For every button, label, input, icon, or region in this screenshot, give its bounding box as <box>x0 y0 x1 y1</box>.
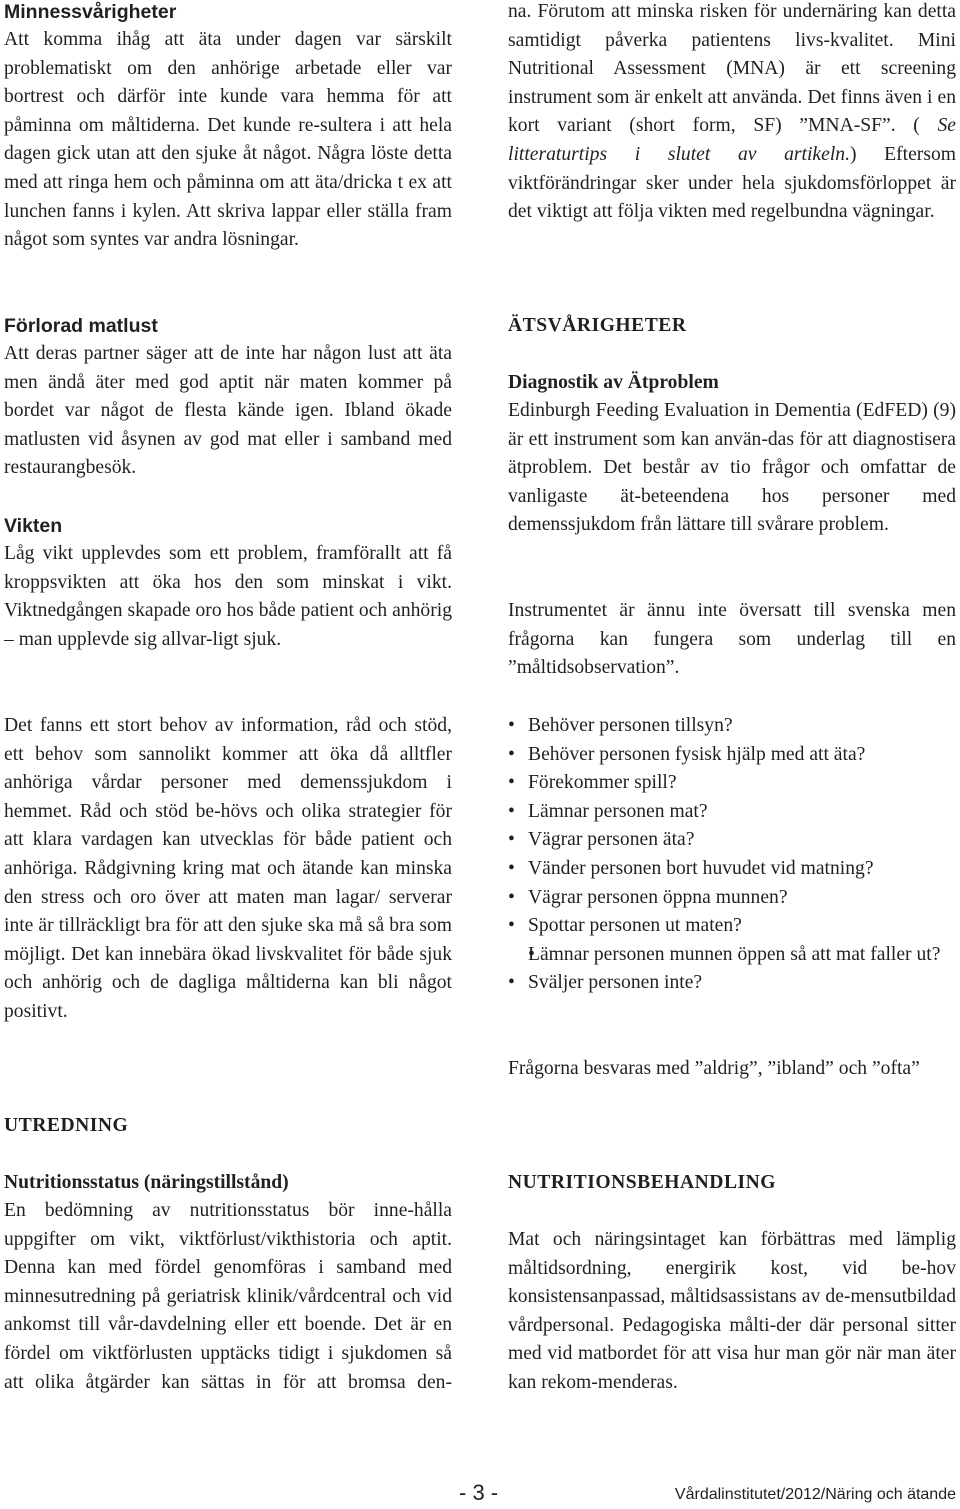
list-item: • Behöver personen fysisk hjälp med att äta? <box>508 741 956 770</box>
paragraph-minnessvarigheter: Att komma ihåg att äta under dagen var särskilt problematiskt om den anhörige arbetade eller var bortrest och därför inte kunde vara hemma för att påminna om måltiderna. Det kunde re-sultera i att hela dagen gick utan att den sjuke åt något. Några löste detta med att ringa hem och påminna om att äta/dricka t ex att lunchen fanns i kylen. Att skriva lappar eller ställa fram något som syntes var andra lösningar. <box>4 29 452 251</box>
paragraph-answers: Frågorna besvaras med ”aldrig”, ”ibland” och ”ofta” <box>508 1058 920 1079</box>
mna-text-a: na. Förutom att minska risken för undernäring kan detta samtidigt påverka patientens livs-kvalitet. Mini Nutritional Assessment (MNA) är ett screening instrument som är enkelt att använda. Det finns även i en kort variant (short form, SF) ”MNA-SF”. ( <box>508 1 956 137</box>
list-item: • Sväljer personen inte? <box>508 969 956 998</box>
heading-forlorad-matlust: Förlorad matlust <box>4 315 158 337</box>
heading-minnessvarigheter: Minnessvårigheter <box>4 1 177 23</box>
list-item: • Vänder personen bort huvudet vid matning? <box>508 855 956 884</box>
heading-vikten: Vikten <box>4 515 63 537</box>
list-item: • Förekommer spill? <box>508 769 956 798</box>
paragraph-nutritionsstatus: En bedömning av nutritionsstatus bör inne-hålla uppgifter om vikt, viktförlust/vikthistoria och aptit. Denna kan med fördel genomföras i samband med minnesutredning på geriatrisk klinik/vårdcentral och vid ankomst till vår-davdelning eller ett boende. Det är en fördel om viktförlusten upptäcks tidigt i sjukdomen så att olika åtgärder kan sättas in för att bromsa den- <box>4 1200 452 1393</box>
paragraph-mna <box>508 0 956 227</box>
paragraph-information-behov: Det fanns ett stort behov av information, råd och stöd, ett behov som sannolikt kommer att öka då alltfler anhöriga vårdar personer med demenssjukdom i hemmet. Råd och stöd be-hövs och olika strategier för att klara vardagen kan utvecklas för både patient och anhöriga. Rådgivning kring mat och ätande kan minska den stress och oro över att maten man lagar/ serverar inte är tillräckligt bra för att den sjuke ska må så bra som möjligt. Det kan innebära ökad livskvalitet för både sjuk och anhörig och de dagliga måltiderna kan bli något positivt. <box>4 715 452 1022</box>
paragraph-vikten: Låg vikt upplevdes som ett problem, framförallt att få kroppsvikten att öka hos den som minskat i vikt. Viktnedgången skapade oro hos både patient och anhörig – man upplevde sig allvar-ligt sjuk. <box>4 543 452 650</box>
paragraph-forlorad-matlust: Att deras partner säger att de inte har någon lust att äta men ändå äter med god aptit när maten kommer på bordet var något de flesta kände igen. Ibland ökade matlusten vid åsynen av god mat eller i samband med restaurangbesök. <box>4 343 452 479</box>
list-item: • Lämnar personen mat? <box>508 798 956 827</box>
paragraph-nutritionsbehandling: Mat och näringsintaget kan förbättras med lämplig måltidsordning, energirik kost, vid be-hov konsistensanpassad, måltidsassistans av de-mensutbildad vårdpersonal. Pedagogiska målti-der där personal sitter med vid matbordet för att visa hur man gör när man äter kan rekom-menderas. <box>508 1229 956 1393</box>
heading-utredning: UTREDNING <box>4 1115 129 1136</box>
list-item: • Behöver personen tillsyn? <box>508 712 956 741</box>
paragraph-edfed: Edinburgh Feeding Evaluation in Dementia (EdFED) (9) är ett instrument som kan använ-das för att diagnostisera ätproblem. Det består av tio frågor och omfattar de vanligaste ät-beteendena hos personer med demenssjukdom från lättare till svårare problem. <box>508 400 956 536</box>
heading-diagnostik: Diagnostik av Ätproblem <box>508 372 719 393</box>
list-item: • Lämnar personen munnen öppen så att mat faller ut? <box>508 941 956 970</box>
page-number: - 3 - <box>459 1480 499 1505</box>
paragraph-instrumentet: Instrumentet är ännu inte översatt till svenska men frågorna kan fungera som underlag till en ”måltidsobservation”. <box>508 600 956 679</box>
heading-atsvarigheter: ÄTSVÅRIGHETER <box>508 315 687 336</box>
mna-text-b: ) Eftersom viktförändringar sker under hela sjukdomsförloppet är det viktigt att följa vikten med regelbundna vägningar. <box>508 143 956 223</box>
edfed-question-list <box>508 712 956 998</box>
list-item: • Spottar personen ut maten? <box>508 912 956 941</box>
heading-nutritionsbehandling: NUTRITIONSBEHANDLING <box>508 1172 777 1193</box>
heading-nutritionsstatus: Nutritionsstatus (näringstillstånd) <box>4 1172 289 1193</box>
list-item: • Vägrar personen äta? <box>508 826 956 855</box>
literature-reference: Se litteraturtips i slutet av artikeln. <box>508 115 956 165</box>
list-item: • Vägrar personen öppna munnen? <box>508 884 956 913</box>
footer-source: Vårdalinstitutet/2012/Näring och ätande <box>674 1486 956 1503</box>
